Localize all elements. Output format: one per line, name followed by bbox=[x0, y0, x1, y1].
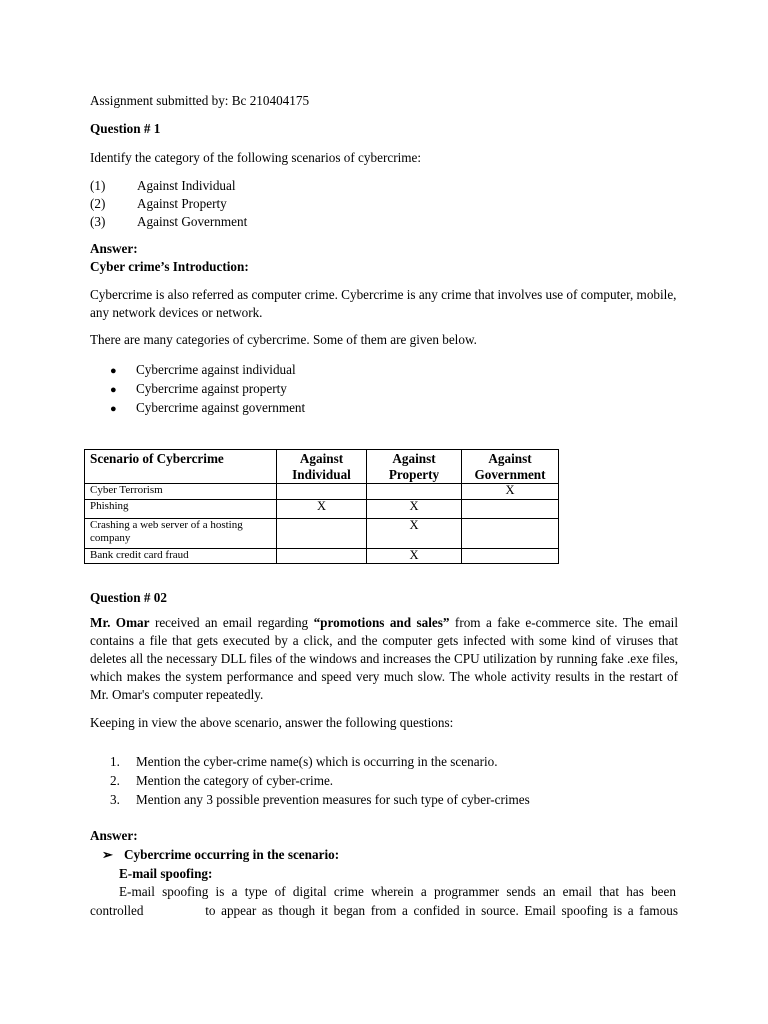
table-header-row bbox=[85, 450, 559, 484]
list-item: ● Cybercrime against government bbox=[110, 398, 305, 417]
list-item: (2) Against Property bbox=[90, 196, 227, 211]
table-cell bbox=[462, 519, 559, 549]
categories-paragraph: There are many categories of cybercrime. Some of them are given below. bbox=[90, 332, 477, 347]
table-cell bbox=[462, 500, 559, 519]
table-cell: Crashing a web server of a hosting company bbox=[85, 519, 277, 549]
person-name: Mr. Omar bbox=[90, 615, 150, 630]
table-row bbox=[85, 500, 559, 519]
intro-paragraph: Cybercrime is also referred as computer crime. Cybercrime is any crime that involves use of computer, mobile, any network devices or network. bbox=[90, 287, 677, 320]
bullet-icon: ● bbox=[110, 384, 117, 396]
table-row bbox=[85, 484, 559, 500]
table-cell: Bank credit card fraud bbox=[85, 549, 277, 564]
list-item: ● Cybercrime against property bbox=[110, 379, 305, 398]
list-item: 1. Mention the cyber-crime name(s) which is occurring in the scenario. bbox=[110, 754, 498, 769]
list-item: 2. Mention the category of cyber-crime. bbox=[110, 773, 334, 788]
questions-list bbox=[110, 752, 530, 809]
table-cell: X bbox=[367, 519, 462, 549]
cybercrime-subheading: ➢ Cybercrime occurring in the scenario: bbox=[102, 847, 340, 862]
intro-heading: Cyber crime’s Introduction: bbox=[90, 259, 249, 274]
table-cell: X bbox=[367, 549, 462, 564]
category-list bbox=[90, 177, 247, 231]
table-cell bbox=[367, 484, 462, 500]
table-cell: X bbox=[277, 500, 367, 519]
bullet-icon: ● bbox=[110, 365, 117, 377]
table-cell: Cyber Terrorism bbox=[85, 484, 277, 500]
spoof-line-2: controlled to appear as though it began from a confided in source. Email spoofing is a famous bbox=[90, 903, 678, 918]
header-property: Against Property bbox=[367, 450, 462, 484]
category-bullets bbox=[110, 360, 305, 417]
question-2-heading: Question # 02 bbox=[90, 590, 167, 605]
keeping-paragraph: Keeping in view the above scenario, answer the following questions: bbox=[90, 715, 454, 730]
email-spoofing-heading: E-mail spoofing: bbox=[119, 866, 213, 881]
table-row bbox=[85, 519, 559, 549]
question-1-heading: Question # 1 bbox=[90, 121, 161, 136]
table-cell: X bbox=[462, 484, 559, 500]
bullet-icon: ● bbox=[110, 403, 117, 415]
question-1-prompt: Identify the category of the following scenarios of cybercrime: bbox=[90, 150, 422, 165]
scenario-table bbox=[84, 449, 559, 564]
header-individual: Against Individual bbox=[277, 450, 367, 484]
arrow-bullet-icon: ➢ bbox=[102, 847, 114, 862]
table-cell bbox=[277, 484, 367, 500]
table-cell: X bbox=[367, 500, 462, 519]
scenario-paragraph: Mr. Omar received an email regarding “promotions and sales” from a fake e-commerce site. The email contains a file that gets executed by a click, and the computer gets infected with some kind of viruses that deletes all the necessary DLL files of the windows and increases the CPU utilization by running fake .exe files, which makes the system performance and speed very much slow. The whole activity results in the restart of Mr. Omar's computer repeatedly. bbox=[90, 615, 678, 702]
answer-label-2: Answer: bbox=[90, 828, 138, 843]
table-cell bbox=[462, 549, 559, 564]
table-cell bbox=[277, 519, 367, 549]
table-row bbox=[85, 549, 559, 564]
table-cell: Phishing bbox=[85, 500, 277, 519]
promotions-emphasis: promotions and sales bbox=[320, 615, 443, 630]
spoof-line-1: E-mail spoofing is a type of digital crime wherein a programmer sends an email that has been bbox=[119, 884, 676, 899]
list-item: (3) Against Government bbox=[90, 214, 248, 229]
answer-label-1: Answer: bbox=[90, 241, 138, 256]
header-government: Against Government bbox=[462, 450, 559, 484]
list-item: ● Cybercrime against individual bbox=[110, 360, 305, 379]
table-cell bbox=[277, 549, 367, 564]
submitted-by: Assignment submitted by: Bc 210404175 bbox=[90, 93, 310, 108]
list-item: 3. Mention any 3 possible prevention measures for such type of cyber-crimes bbox=[110, 792, 530, 807]
list-item: (1) Against Individual bbox=[90, 178, 236, 193]
header-scenario: Scenario of Cybercrime bbox=[85, 450, 277, 484]
